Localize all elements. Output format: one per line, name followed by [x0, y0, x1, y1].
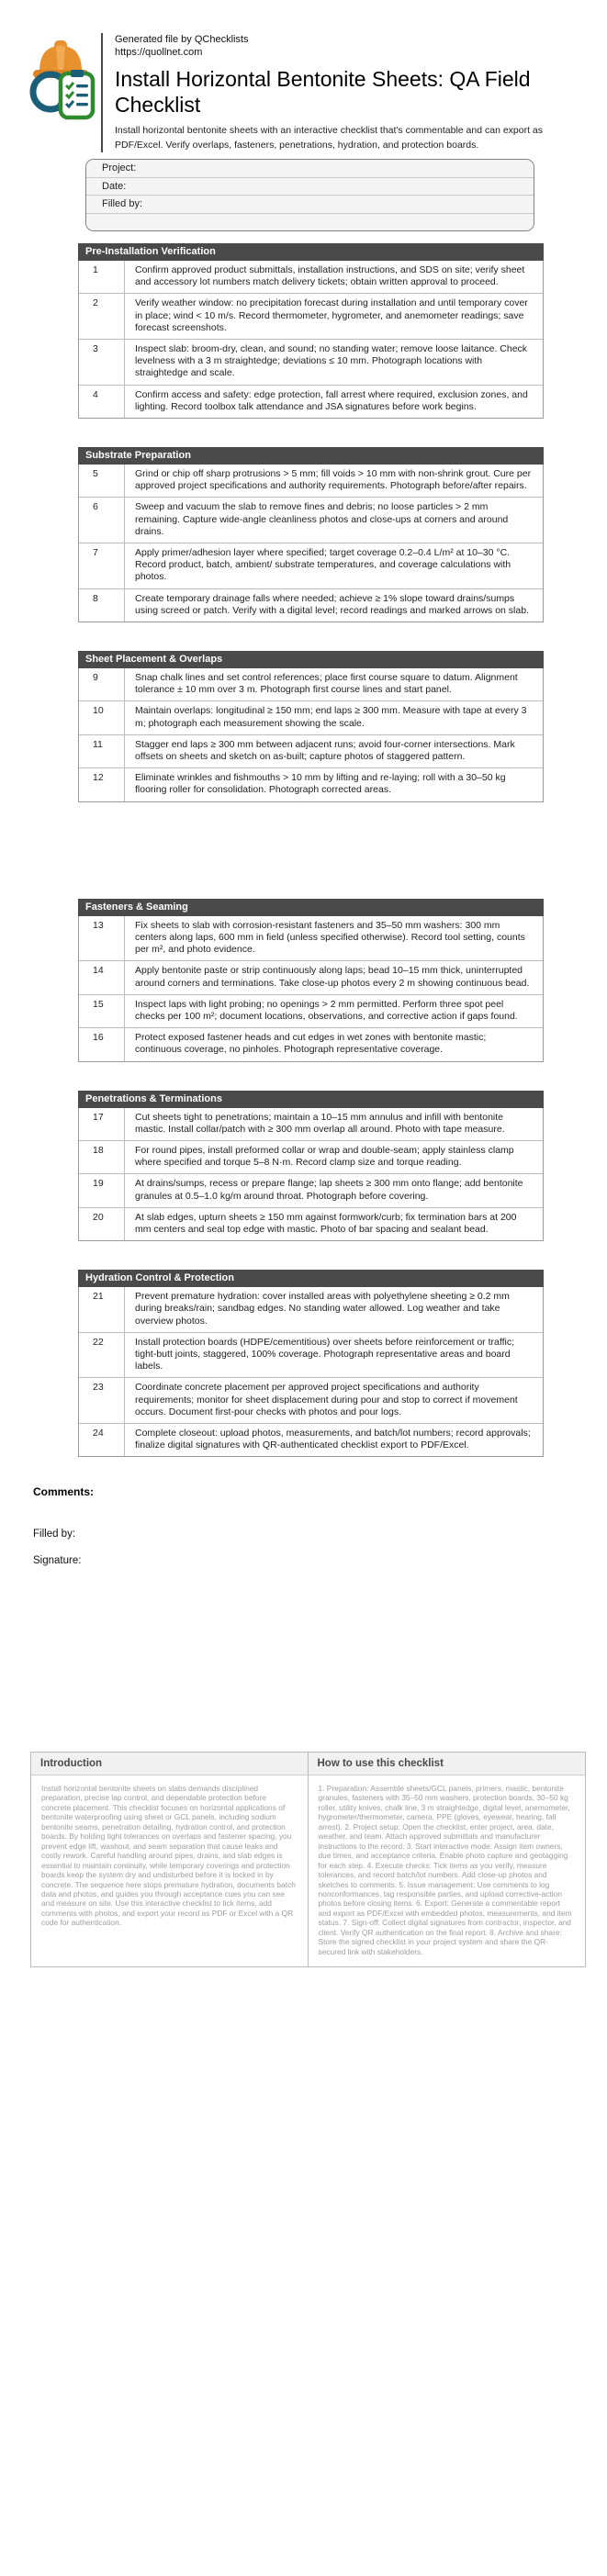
header-divider [101, 33, 103, 152]
item-text: Fix sheets to slab with corrosion-resistant fasteners and 35–50 mm washers: 300 mm centers along laps, 600 mm in field (unless specified otherwise). Record tool setting, counts per m², and photo evidence. [135, 919, 525, 956]
item-text: Install protection boards (HDPE/cementitious) over sheets before reinforcement or traffic; tight-butt joints, staggered, 100% coverage. Photograph representative areas and board labels. [135, 1336, 514, 1372]
footer-intro-title: Introduction [31, 1753, 308, 1775]
item-text: At slab edges, upturn sheets ≥ 150 mm against formwork/curb; fix termination bars at 200 mm centers and seal top edge with mastic. Photo of bar spacing and sealant bead. [135, 1211, 517, 1235]
checklist-item-row [79, 340, 543, 386]
meta-field-value[interactable] [142, 196, 534, 213]
item-number: 5 [79, 465, 125, 497]
item-number: 23 [79, 1378, 125, 1423]
footer-howto-column [309, 1753, 586, 1966]
item-number: 14 [79, 961, 125, 993]
checklist-section [78, 447, 544, 622]
item-number: 4 [79, 386, 125, 418]
checklist-item-row [79, 465, 543, 498]
checklist-section [78, 1270, 544, 1457]
item-number: 16 [79, 1028, 125, 1060]
meta-field-label: Date: [102, 180, 127, 192]
item-text: Apply primer/adhesion layer where specified; target coverage 0.2–0.4 L/m² at 10–30 °C. Record product, batch, ambient/ substrate temperatures, and coverage calculations with photos. [135, 547, 511, 583]
item-number: 6 [79, 498, 125, 543]
section-header: Sheet Placement & Overlaps [78, 651, 544, 668]
section-header: Penetrations & Terminations [78, 1091, 544, 1108]
item-number: 1 [79, 261, 125, 293]
meta-field-value[interactable] [126, 178, 534, 196]
checklist-item-row [79, 1287, 543, 1333]
checklist-item-row [79, 668, 543, 701]
checklist-item-row [79, 543, 543, 589]
checklist-item-row [79, 768, 543, 801]
footer-info-table [30, 1752, 586, 1967]
checklist-item-row [79, 1208, 543, 1240]
meta-empty-row[interactable] [86, 214, 534, 231]
footer-howto-body: 1. Preparation: Assemble sheets/GCL panels, primers, mastic, bentonite granules, fasteners with 35–50 mm washers, protection boards, 30–50 kg roller, utility knives, chalk line, 3 m straightedge, digital level, anemometer, hygrometer/thermometer, camera, PPE (gloves, eyewear, hearing, fall arrest). 2. Project setup: Open the checklist, enter project, area, date, weather, and team. Attach approved submittals and manufacturer instructions to the record. 3. Start interactive mode: Assign item owners, due times, and acceptance criteria. Enable photo capture and geotagging for each step. 4. Execute checks: Tick items as you verify, measure tolerances, and record batch/lot numbers. Add close-up photos and sketches to comments. 5. Issue management: Use comments to log nonconformances, tag responsible parties, and upload corrective-action photos before closing items. 6. Export: Generate a commentable report and export as PDF/Excel with embedded photos, measurements, and item status. 7. Sign-off: Collect digital signatures from contractor, inspector, and client. Verify QR authentication on the final report. 8. Archive and share: Store the signed checklist in your project system and share the QR-secured link with stakeholders. [318, 1784, 572, 1956]
item-text: Prevent premature hydration: cover installed areas with polyethylene sheeting ≥ 0.2 mm during breaks/rain; sandbag edges. No standing water allowed. Log weather and take overview photos. [135, 1291, 510, 1327]
item-number: 15 [79, 995, 125, 1027]
checklist-item-row [79, 735, 543, 768]
checklist-item-row [79, 701, 543, 734]
comments-label: Comments: [33, 1485, 95, 1499]
section-header: Hydration Control & Protection [78, 1270, 544, 1287]
section-body [78, 668, 544, 802]
item-number: 22 [79, 1333, 125, 1378]
item-number: 3 [79, 340, 125, 385]
checklist-item-row [79, 1028, 543, 1060]
section-body [78, 916, 544, 1062]
signature-label: Signature: [33, 1555, 82, 1567]
meta-field-row [86, 196, 534, 214]
item-text: Verify weather window: no precipitation forecast during installation and until temporary cover in place; wind < 10 m/s. Record thermometer, hygrometer, and anemometer readings; save forecast screenshots. [135, 297, 528, 333]
item-text: Cut sheets tight to penetrations; maintain a 10–15 mm annulus and infill with bentonite mastic. Install collar/patch with ≥ 300 mm overlap all around. Photo with tape measure. [135, 1111, 505, 1135]
item-text: Snap chalk lines and set control references; place first course square to datum. Alignment tolerance ± 10 mm over 3 m. Photograph first course lines and start panel. [135, 672, 518, 696]
qchecklists-logo [26, 33, 96, 125]
checklist-item-row [79, 1141, 543, 1174]
item-number: 19 [79, 1174, 125, 1206]
checklist-item-row [79, 1108, 543, 1141]
item-number: 21 [79, 1287, 125, 1332]
item-text: Complete closeout: upload photos, measurements, and batch/lot numbers; record approvals; finalize digital signatures with QR-authenticated checklist export to PDF/Excel. [135, 1427, 531, 1451]
item-text: Maintain overlaps: longitudinal ≥ 150 mm; end laps ≥ 300 mm. Measure with tape at every 3 m; photograph each measurement showing the scale. [135, 705, 527, 729]
footer-intro-column [31, 1753, 309, 1966]
checklist-item-row [79, 498, 543, 543]
item-number: 2 [79, 294, 125, 339]
item-text: For round pipes, install preformed collar or wrap and double-seam; apply stainless clamp where specified and torque 5–8 N·m. Record clamp size and torque reading. [135, 1144, 514, 1169]
item-text: Inspect laps with light probing; no openings > 2 mm permitted. Perform three spot peel checks per 100 m²; document locations, observations, and corrective action if gaps found. [135, 998, 518, 1022]
item-number: 10 [79, 701, 125, 734]
checklist-section [78, 1091, 544, 1242]
item-text: At drains/sumps, recess or prepare flange; lap sheets ≥ 300 mm onto flange; add bentonite granules at 0.5–1.0 kg/m around throat. Photograph before covering. [135, 1178, 523, 1202]
meta-field-label: Filled by: [102, 198, 143, 210]
item-number: 9 [79, 668, 125, 700]
checklist-item-row [79, 916, 543, 962]
item-text: Confirm approved product submittals, installation instructions, and SDS on site; verify sheet and accessory lot numbers match delivery tickets; obtain written approval to proceed. [135, 264, 525, 288]
item-text: Eliminate wrinkles and fishmouths > 10 mm by lifting and re-laying; roll with a 30–50 kg flooring roller for consolidation. Photograph corrected areas. [135, 772, 506, 796]
item-number: 7 [79, 543, 125, 588]
section-body [78, 1108, 544, 1242]
item-number: 20 [79, 1208, 125, 1240]
item-text: Sweep and vacuum the slab to remove fines and debris; no loose particles > 2 mm remaining. Capture wide-angle cleanliness photos and close-ups at corners and around drains. [135, 501, 509, 537]
meta-field-label: Project: [102, 162, 137, 174]
checklist-item-row [79, 961, 543, 994]
checklist-item-row [79, 1424, 543, 1456]
section-header: Substrate Preparation [78, 447, 544, 465]
section-body [78, 261, 544, 419]
item-number: 24 [79, 1424, 125, 1456]
item-text: Inspect slab: broom-dry, clean, and sound; no standing water; remove loose laitance. Check levelness with a 3 m straightedge; deviations ≤ 10 mm. Photograph locations with straightedge and scale. [135, 343, 528, 379]
item-text: Create temporary drainage falls where needed; achieve ≥ 1% slope toward drains/sumps using screed or patch. Verify with a digital level; record readings and marked arrows on slab. [135, 592, 529, 616]
brand-url-link[interactable]: https://quollnet.com [115, 47, 203, 58]
signoff-block [33, 1485, 544, 1566]
checklist-item-row [79, 1174, 543, 1207]
page-title: Install Horizontal Bentonite Sheets: QA Field Checklist [115, 67, 531, 117]
checklist-item-row [79, 995, 543, 1028]
checklist-item-row [79, 261, 543, 294]
checklist-item-row [79, 1378, 543, 1424]
footer-howto-title: How to use this checklist [309, 1753, 586, 1775]
page-subtitle: Install horizontal bentonite sheets with an interactive checklist that's commentable and can export as PDF/Excel. Verify overlaps, fasteners, penetrations, hydration, and protection boards. [115, 125, 544, 151]
checklist-item-row [79, 386, 543, 418]
meta-field-value[interactable] [136, 160, 534, 177]
item-number: 11 [79, 735, 125, 767]
checklist-item-row [79, 589, 543, 622]
meta-field-row [86, 160, 534, 178]
section-header: Fasteners & Seaming [78, 899, 544, 916]
item-text: Apply bentonite paste or strip continuously along laps; bead 10–15 mm thick, uninterrupted around corners and terminations. Take close-up photos every 2 m showing continuous bead. [135, 965, 530, 989]
item-text: Stagger end laps ≥ 300 mm between adjacent runs; avoid four-corner intersections. Mark offsets on sheets and sketch on as-built; capture photos of staggered pattern. [135, 738, 515, 763]
item-number: 12 [79, 768, 125, 801]
item-text: Confirm access and safety: edge protection, fall arrest where required, exclusion zones, and lighting. Record toolbox talk attendance and JSA signatures before work begins. [135, 388, 528, 412]
item-number: 8 [79, 589, 125, 622]
clipboard-icon [61, 70, 93, 118]
checklist-item-row [79, 294, 543, 340]
footer-intro-body: Install horizontal bentonite sheets on slabs demands disciplined preparation, precise lap control, and dependable protection before concrete placement. This checklist focuses on horizontal applications of bentonite waterproofing using sheet or GCL panels, including sodium bentonite seams, penetration detailing, hydration control, and protection boards. By holding tight tolerances on overlaps and fastener spacing, you prevent edge lift, washout, and seam separation that cause leaks and costly rework. Careful handling around pipes, drains, and slab edges is essential to maintain continuity, while temporary coverings and protection boards keep the system dry and undisturbed before it is locked in by concrete. The sequence here stops premature hydration, documents batch data and photos, and guides you through acceptance cues you can see and measure on site. Use this interactive checklist to tick items, add comments with photos, and export your record as PDF or Excel with a QR code for authentication. [41, 1784, 296, 1928]
checklist-sections [78, 243, 544, 1457]
item-number: 18 [79, 1141, 125, 1173]
section-body [78, 1287, 544, 1457]
section-body [78, 465, 544, 622]
meta-field-row [86, 178, 534, 196]
item-number: 17 [79, 1108, 125, 1140]
item-text: Protect exposed fastener heads and cut edges in wet zones with bentonite mastic; continuous coverage, no pinholes. Photograph representative coverage. [135, 1032, 487, 1056]
filled-by-label: Filled by: [33, 1529, 76, 1540]
checklist-section [78, 651, 544, 802]
item-number: 13 [79, 916, 125, 961]
checklist-item-row [79, 1333, 543, 1379]
item-text: Coordinate concrete placement per approved project specifications and authority requirements; monitor for sheet displacement during pour and stop to correct if movement occurs. Document first-pour checks with photos and pour logs. [135, 1382, 518, 1417]
section-header: Pre-Installation Verification [78, 243, 544, 261]
project-meta-box [85, 159, 534, 231]
item-text: Grind or chip off sharp protrusions > 5 mm; fill voids > 10 mm with non-shrink grout. Cure per approved project specifications and authority requirements. Photograph before/after repairs. [135, 468, 532, 492]
generated-by-line: Generated file by QChecklists [115, 34, 249, 45]
checklist-content [33, 243, 544, 1567]
checklist-section [78, 243, 544, 419]
document-header [26, 33, 589, 152]
checklist-section [78, 899, 544, 1062]
